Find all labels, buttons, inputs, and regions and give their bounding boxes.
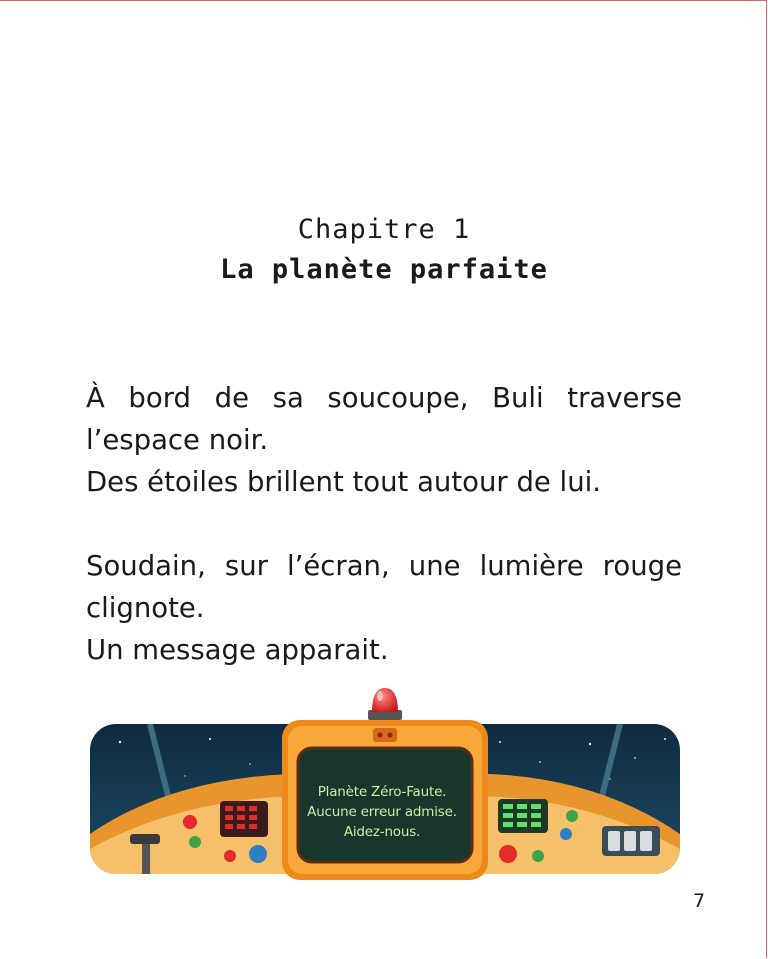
text-line: Des étoiles brillent tout autour de lui. [86, 466, 602, 498]
screen-message-line: Planète Zéro-Faute. [317, 784, 447, 800]
screen-message-line: Aidez-nous. [343, 824, 421, 840]
page-number: 7 [693, 890, 706, 912]
story-text [86, 377, 682, 713]
alarm-light [368, 688, 402, 720]
text-line: Un message apparait. [86, 634, 389, 666]
screen-message-line: Aucune erreur admise. [307, 804, 457, 820]
paragraph-2 [86, 545, 682, 671]
text-line: clignote. [86, 592, 205, 624]
screen-message [290, 782, 474, 842]
chapter-title: La planète parfaite [220, 254, 548, 285]
text-line: l’espace noir. [86, 424, 269, 456]
text-line: Soudain, sur l’écran, une lumière rouge [86, 550, 682, 582]
text-line: À bord de sa soucoupe, Buli traverse [86, 382, 682, 414]
chapter-number: Chapitre 1 [297, 214, 471, 245]
chapter-heading [0, 210, 768, 290]
paragraph-1 [86, 377, 682, 503]
